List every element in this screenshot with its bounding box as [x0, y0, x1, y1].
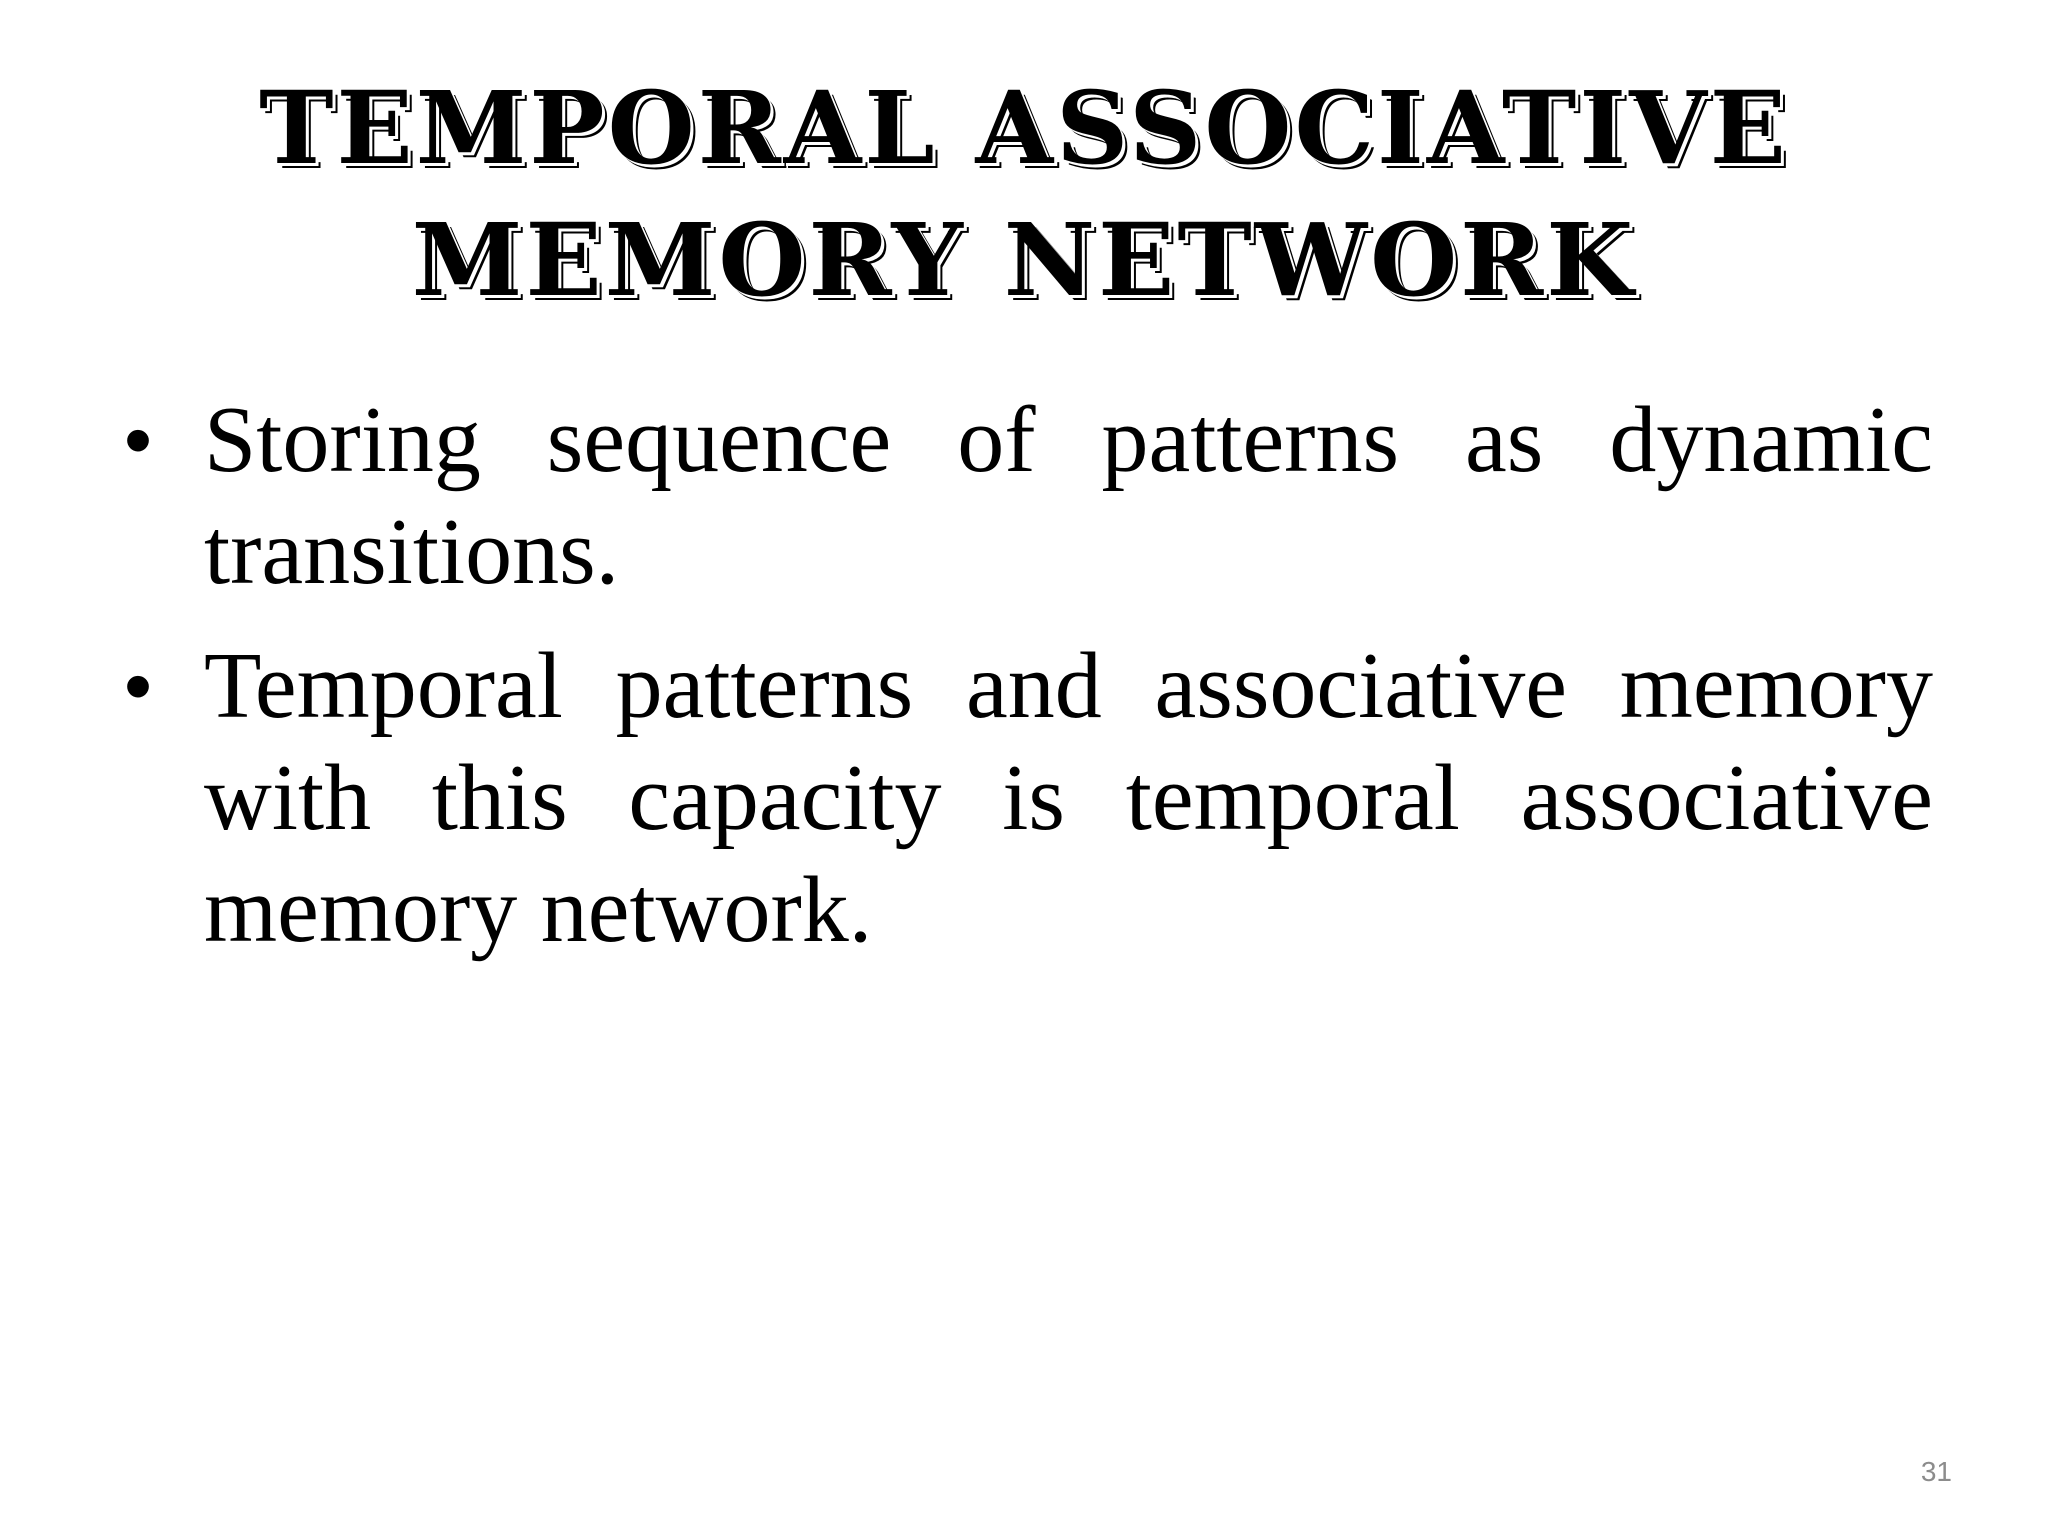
bullet-text: Storing sequence of patterns as dynamic transitions. — [204, 388, 1933, 604]
bullet-list — [118, 384, 1933, 988]
page-number: 31 — [1920, 1456, 1952, 1487]
bullet-item — [118, 630, 1933, 966]
bullet-text: Temporal patterns and associative memory with this capacity is temporal associative memory network. — [204, 634, 1933, 962]
slide-title: TEMPORAL ASSOCIATIVE MEMORY NETWORK — [259, 69, 1789, 319]
bullet-dot-icon: • — [124, 641, 153, 730]
bullet-item — [118, 384, 1933, 608]
bullet-dot-icon: • — [124, 395, 153, 484]
